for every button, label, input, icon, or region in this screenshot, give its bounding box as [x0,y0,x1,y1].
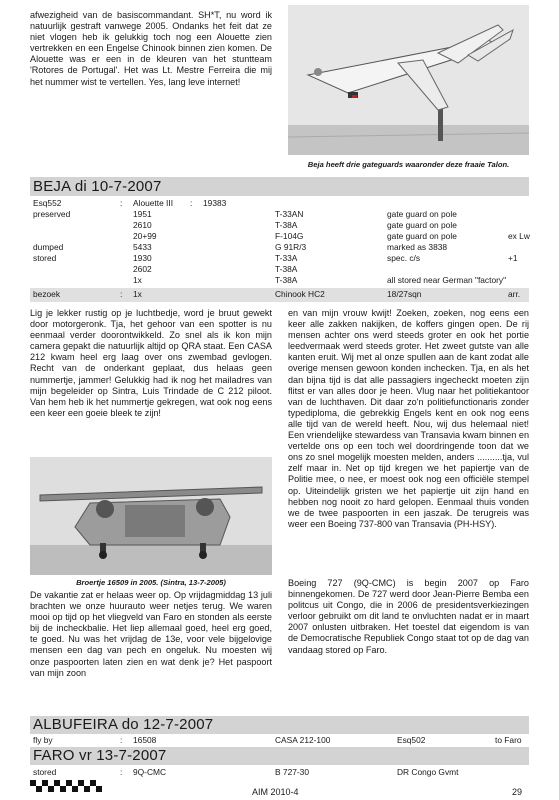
beja-row [30,209,529,220]
faro-section-header [30,747,529,765]
talon-jet-illustration [288,5,529,155]
footer-magazine: AIM 2010-4 [252,787,299,797]
albufeira-title: ALBUFEIRA do 12-7-2007 [33,716,214,733]
faro-serial: 9Q-CMC [133,767,167,777]
talon-photo [288,5,529,155]
left-paragraph-1: Lig je lekker rustig op je luchtbedje, word je bruut gewekt door motorgeronk. Tja, het gehoor van een spotter is nu eenmaal verder doorontwikkeld. Zo snel als ik kon mijn camera gepakt die natuurlijk altijd op QRA staat. Een CASA 212 kwam heel erg laag over ons zwembad gevlogen. Recht van de onderkant geplaat, dus helaas geen nummertje, jammer! Gelukkig had ik nog het mailadres van mijn begeleider op Sintra, Luis Trindade de C 212 piloot. Van hem heb ik het nummertje gekregen, wat ook nog eens een keer een goeie bleek te zijn! [30,308,272,418]
beja-unit-row [30,198,529,209]
beja-cell-remark: gate guard on pole [387,220,457,230]
faro-row [30,767,529,779]
beja-row [30,242,529,253]
beja-row [30,275,529,286]
casa-photo [30,457,272,575]
beja-cell-serial: 1x [133,275,142,285]
beja-cell-type: T-33A [275,253,298,263]
beja-title: BEJA di 10-7-2007 [33,178,162,195]
unit-sep2: : [190,198,193,208]
beja-cell-serial: 5433 [133,242,152,252]
beja-cell-extra: ex Lw [508,231,530,241]
visit-sep: : [120,289,123,299]
visit-serial: 1x [133,289,142,299]
beja-cell-serial: 2610 [133,220,152,230]
beja-cell-remark: spec. c/s [387,253,421,263]
beja-cell-status: preserved [33,209,71,219]
talon-photo-caption: Beja heeft drie gateguards waaronder deze fraaie Talon. [307,160,510,169]
beja-cell-type: G 91R/3 [275,242,307,252]
faro-title: FARO vr 13-7-2007 [33,747,167,764]
albufeira-type: CASA 212-100 [275,735,331,745]
visit-type: Chinook HC2 [275,289,325,299]
beja-cell-type: T-38A [275,264,298,274]
unit-label: Esq552 [33,198,62,208]
beja-row [30,231,529,242]
beja-cell-type: T-38A [275,220,298,230]
beja-row [30,253,529,264]
beja-table [30,198,529,288]
beja-cell-extra: +1 [508,253,518,263]
albufeira-section-header [30,716,529,734]
beja-cell-type: T-33AN [275,209,304,219]
beja-cell-remark: gate guard on pole [387,231,457,241]
albufeira-label: fly by [33,735,53,745]
albufeira-remark: to Faro [495,735,522,745]
beja-visit-row [30,288,529,302]
footer-page-number: 29 [512,787,523,797]
beja-section-header [30,177,529,196]
checker-pattern-icon [30,780,102,796]
right-paragraph-1: en van mijn vrouw kwijt! Zoeken, zoeken, nog eens een keer alle zakken nakijken, de koffers gingen open. De rij mensen achter ons werd steeds groter en ook het portie leedvermaak werd steeds groter. Het zweet gutste van alle kanten eruit. Wij met al onze spullen aan de kant zodat alle overige mensen gewoon konden inchecken. Tja, en als het dan bijna tijd is dat alle passagiers ingecheckt moeten zijn flitst er van alles door je heen. Vlug naar het politiekantoor van de luchthaven. Dit daar zo'n politiefunctionaris zonder typediploma, die gebrekkig Engels kent en ook nog eens alle tijd van de wereld heeft. Nou, wij dus helemaal niet! Een vriendelijke stewardess van Transavia kwam binnen en vertelde ons op een toch wel doordringende toon dat we ons zo snel mogelijk moesten melden, anders ..........tja, vul zelf maar in. Net op tijd kregen we het papiertje van de Politie mee, o nee, er moest ook nog een officiële stempel op. Uiteindelijk gristen we het papiertje uit zijn hand en hebben nog nooit zo hard gelopen. Eenmaal thuis vonden we de twee paspoorten in een jaszak. De terugreis was weer een Boeing 737-800 van Transavia (PH-HSY). [288,308,529,529]
albufeira-row [30,735,529,747]
beja-row [30,220,529,231]
beja-cell-serial: 1930 [133,253,152,263]
beja-cell-status: dumped [33,242,64,252]
visit-extra: arr. [508,289,521,299]
beja-cell-remark: all stored near German "factory" [387,275,507,285]
albufeira-serial: 16508 [133,735,157,745]
beja-cell-serial: 1951 [133,209,152,219]
faro-sep: : [120,767,123,777]
left-paragraph-2: De vakantie zat er helaas weer op. Op vrijdagmiddag 13 juli brachten we onze huurauto weer netjes terug. We waren mooi op tijd op het vliegveld van Faro en stonden als eerste bij de incheckbalie. Het liep allemaal goed, heel erg goed, te goed. Nu was het vrijdag de 13e, voor vele bijgelovige mensen een dag van pech en ongeluk. Nu moesten wij onze paspoorten laten zien en wat denk je? Het paspoort van mijn zoon [30,590,272,678]
unit-serial: 19383 [203,198,227,208]
albufeira-sep: : [120,735,123,745]
unit-sep: : [120,198,123,208]
unit-type: Alouette III [133,198,174,208]
beja-cell-remark: marked as 3838 [387,242,448,252]
casa-photo-caption: Broertje 16509 in 2005. (Sintra, 13-7-2005) [76,578,226,587]
visit-remark: 18/27sqn [387,289,422,299]
faro-label: stored [33,767,57,777]
beja-cell-type: T-38A [275,275,298,285]
faro-remark: DR Congo Gvmt [397,767,459,777]
visit-label: bezoek [33,289,61,299]
beja-cell-type: F-104G [275,231,304,241]
beja-cell-status: stored [33,253,57,263]
beja-cell-remark: gate guard on pole [387,209,457,219]
beja-row [30,264,529,275]
casa-aircraft-illustration [30,457,272,575]
right-paragraph-2: Boeing 727 (9Q-CMC) is begin 2007 op Faro binnengekomen. De 727 werd door Jean-Pierre Bemba een politcus uit Congo, die in 2006 de presidentsverkiezingen verloor gebruikt om dit land te onvluchten nadat er in maart 2007 onlusten uitbraken. Het toestel dat eigendom is van de Democratische Republiek Congo staat tot op de dag van vandaag stored op Faro. [288,578,529,655]
beja-cell-serial: 2602 [133,264,152,274]
beja-cell-serial: 20+99 [133,231,157,241]
albufeira-unit: Esq502 [397,735,426,745]
intro-paragraph: afwezigheid van de basiscommandant. SH*T, nu word ik natuurlijk gestraft vanwege 2005. Ondanks het feit dat ze niet vlogen heb ik gelukkig toch nog een Alouette zien vertrekken en een Engelse Chinook binnen zien komen. De Alouette was er een in de kleuren van het stuntteam 'Rotores de Portugal'. Het was Lt. Mestre Ferreira die mij het nummer wist te vertellen. Yes, lang leve internet! [30,10,272,87]
faro-type: B 727-30 [275,767,309,777]
